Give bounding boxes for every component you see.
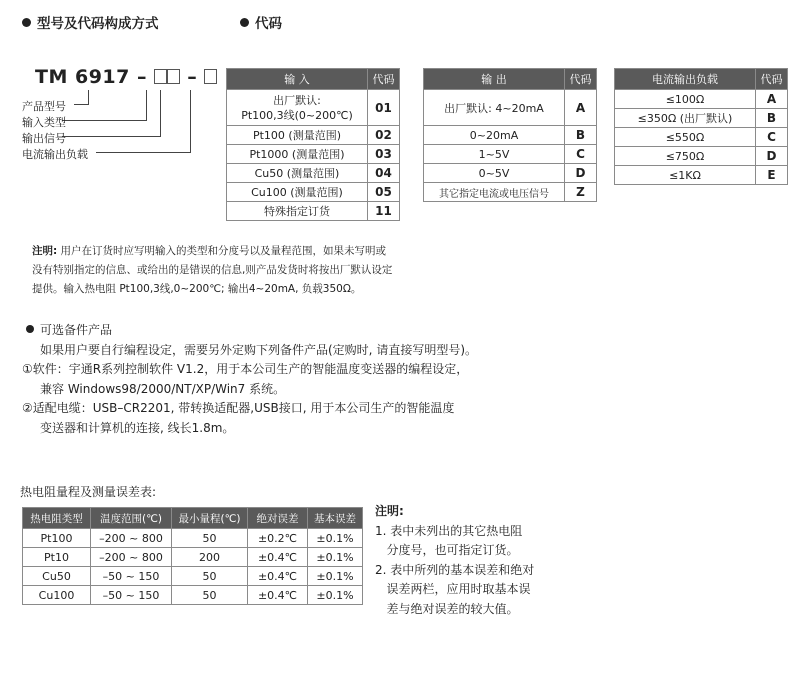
load-option: ≤550Ω <box>615 128 756 147</box>
output-option: 1~5V <box>424 145 565 164</box>
code-header: 代码 <box>565 69 597 90</box>
model-prefix: TM 6917 – <box>35 66 147 88</box>
table-cell: Cu50 <box>23 567 91 586</box>
input-code: 05 <box>368 183 400 202</box>
model-dash: – <box>187 66 198 88</box>
table-cell: 50 <box>172 567 248 586</box>
code-box <box>167 69 180 84</box>
table-cell: ±0.2℃ <box>248 529 308 548</box>
error-table <box>22 507 363 605</box>
input-code: 11 <box>368 202 400 221</box>
note-line: 差与绝对误差的较大值。 <box>375 601 519 616</box>
accessories-section <box>22 321 477 438</box>
load-code: D <box>756 147 788 166</box>
code-box <box>204 69 217 84</box>
error-col-header: 最小量程(℃) <box>172 508 248 529</box>
note-line: 2. 表中所列的基本误差和绝对 <box>375 562 535 577</box>
table-cell: ±0.4℃ <box>248 586 308 605</box>
model-code <box>35 66 217 88</box>
note-label: 注明: <box>32 245 58 257</box>
label-output-signal: 输出信号 <box>22 132 66 145</box>
bullet-icon <box>22 18 31 27</box>
table-row <box>23 586 363 605</box>
load-code-table <box>614 68 788 185</box>
table-cell: Pt10 <box>23 548 91 567</box>
input-code: 03 <box>368 145 400 164</box>
connector-line <box>62 136 161 137</box>
output-option: 0~5V <box>424 164 565 183</box>
table-cell: 50 <box>172 586 248 605</box>
note-line: 误差两栏，应用时取基本误 <box>375 582 531 596</box>
accessory-software: ①软件：宇通R系列控制软件 V1.2，用于本公司生产的智能温度变送器的编程设定， <box>22 362 469 376</box>
note-text: 用户在订货时应写明输入的类型和分度号以及量程范围，如果未写明或 <box>57 245 387 257</box>
input-option: 出厂默认: Pt100,3线(0~200℃) <box>227 90 368 126</box>
code-section-header: 代码 <box>240 12 282 32</box>
table-cell: Cu100 <box>23 586 91 605</box>
note-line: 分度号，也可指定订货。 <box>375 543 519 557</box>
error-table-notes <box>375 502 534 619</box>
input-code: 02 <box>368 126 400 145</box>
input-option: Cu100 (测量范围) <box>227 183 368 202</box>
output-code: B <box>565 126 597 145</box>
connector-line <box>74 104 89 105</box>
load-code: A <box>756 90 788 109</box>
load-code: E <box>756 166 788 185</box>
bullet-icon <box>26 325 34 333</box>
table-row <box>23 548 363 567</box>
error-col-header: 绝对误差 <box>248 508 308 529</box>
output-option: 出厂默认: 4~20mA <box>424 90 565 126</box>
load-option: ≤750Ω <box>615 147 756 166</box>
table-cell: Pt100 <box>23 529 91 548</box>
load-option: ≤350Ω (出厂默认) <box>615 109 756 128</box>
code-box <box>154 69 167 84</box>
load-option: ≤1KΩ <box>615 166 756 185</box>
accessories-title: 可选备件产品 <box>40 323 113 337</box>
bullet-icon <box>240 18 249 27</box>
table-cell: ±0.1% <box>308 586 363 605</box>
table-cell: –200 ~ 800 <box>91 548 172 567</box>
order-note <box>32 242 392 299</box>
input-code: 01 <box>368 90 400 126</box>
error-col-header: 温度范围(℃) <box>91 508 172 529</box>
accessory-software-compat: 兼容 Windows98/2000/NT/XP/Win7 系统。 <box>40 381 286 396</box>
load-header: 电流输出负载 <box>615 69 756 90</box>
output-code: C <box>565 145 597 164</box>
connector-line <box>146 90 147 120</box>
note-text: 没有特别指定的信息、或给出的是错误的信息,则产品发货时将按出厂默认设定 <box>32 264 393 276</box>
input-option: Pt100 (测量范围) <box>227 126 368 145</box>
input-header: 输 入 <box>227 69 368 90</box>
output-code: Z <box>565 183 597 202</box>
output-code: A <box>565 90 597 126</box>
accessories-intro: 如果用户要自行编程设定，需要另外定购下列备件产品(定购时, 请直接写明型号)。 <box>40 342 477 357</box>
accessory-cable: ②适配电缆：USB–CR2201, 带转换适配器,USB接口, 用于本公司生产的智能温度 <box>22 401 455 415</box>
model-section-header: 型号及代码构成方式 <box>22 12 159 32</box>
table-cell: 50 <box>172 529 248 548</box>
output-code: D <box>565 164 597 183</box>
table-row <box>23 567 363 586</box>
input-option: Pt1000 (测量范围) <box>227 145 368 164</box>
connector-line <box>88 90 89 104</box>
input-code-table <box>226 68 400 221</box>
code-header: 代码 <box>368 69 400 90</box>
table-cell: ±0.1% <box>308 529 363 548</box>
label-current-load: 电流输出负载 <box>22 148 88 161</box>
load-option: ≤100Ω <box>615 90 756 109</box>
connector-line <box>190 90 191 152</box>
input-option: Cu50 (测量范围) <box>227 164 368 183</box>
table-cell: ±0.4℃ <box>248 567 308 586</box>
table-cell: ±0.1% <box>308 567 363 586</box>
table-row <box>23 529 363 548</box>
load-code: B <box>756 109 788 128</box>
note-text: 提供。输入热电阻 Pt100,3线,0~200℃; 输出4~20mA, 负载350Ω。 <box>32 283 362 295</box>
input-code: 04 <box>368 164 400 183</box>
error-col-header: 基本误差 <box>308 508 363 529</box>
table-cell: –200 ~ 800 <box>91 529 172 548</box>
error-col-header: 热电阻类型 <box>23 508 91 529</box>
load-code: C <box>756 128 788 147</box>
error-table-title: 热电阻量程及测量误差表: <box>20 485 157 499</box>
table-cell: –50 ~ 150 <box>91 586 172 605</box>
table-cell: ±0.4℃ <box>248 548 308 567</box>
output-code-table <box>423 68 597 202</box>
input-option: 特殊指定订货 <box>227 202 368 221</box>
table-cell: ±0.1% <box>308 548 363 567</box>
label-product-model: 产品型号 <box>22 100 66 113</box>
note-line: 1. 表中未列出的其它热电阻 <box>375 523 523 538</box>
connector-line <box>62 120 147 121</box>
note-label: 注明: <box>375 504 404 518</box>
output-option: 其它指定电流或电压信号 <box>424 183 565 202</box>
label-input-type: 输入类型 <box>22 116 66 129</box>
output-header: 输 出 <box>424 69 565 90</box>
code-header: 代码 <box>756 69 788 90</box>
connector-line <box>96 152 191 153</box>
accessory-cable-desc: 变送器和计算机的连接, 线长1.8m。 <box>40 420 235 435</box>
connector-line <box>160 90 161 136</box>
table-cell: 200 <box>172 548 248 567</box>
output-option: 0~20mA <box>424 126 565 145</box>
table-cell: –50 ~ 150 <box>91 567 172 586</box>
